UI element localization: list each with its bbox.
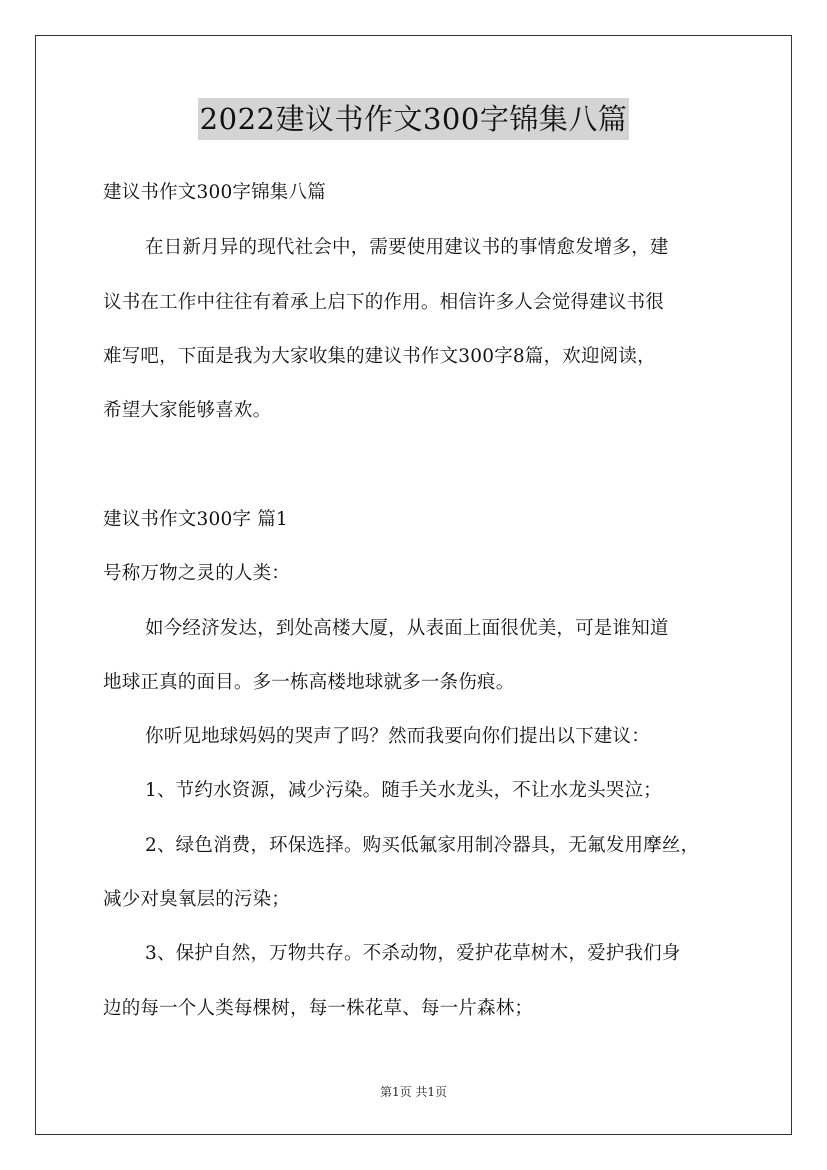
title-container (0, 98, 827, 140)
list-item-2: 2、绿色消费，环保选择。购买低氟家用制冷器具，无氟发用摩丝， (145, 835, 700, 856)
paragraph-line: 议书在工作中往往有着承上启下的作用。相信许多人会觉得建议书很 (103, 292, 665, 313)
paragraph-line: 难写吧，下面是我为大家收集的建议书作文300字8篇，欢迎阅读， (103, 346, 656, 367)
paragraph-line: 希望大家能够喜欢。 (103, 400, 272, 421)
list-item-1: 1、节约水资源，减少污染。随手关水龙头，不让水龙头哭泣； (145, 780, 662, 801)
paragraph-line: 你听见地球妈妈的哭声了吗？然而我要向你们提出以下建议： (145, 726, 650, 747)
list-item-3-continued: 边的每一个人类每棵树，每一株花草、每一片森林； (103, 998, 534, 1019)
list-item-2-continued: 减少对臭氧层的污染； (103, 889, 291, 910)
paragraph-line: 地球正真的面目。多一栋高楼地球就多一条伤痕。 (103, 672, 515, 693)
section-heading: 建议书作文300字 篇1 (103, 509, 288, 530)
list-item-3: 3、保护自然，万物共存。不杀动物，爱护花草树木，爱护我们身 (145, 943, 681, 964)
paragraph-line: 在日新月异的现代社会中，需要使用建议书的事情愈发增多，建 (145, 237, 669, 258)
paragraph-line: 如今经济发达，到处高楼大厦，从表面上面很优美，可是谁知道 (145, 618, 669, 639)
page-number-footer: 第1页 共1页 (379, 1085, 448, 1099)
subtitle-line: 建议书作文300字锦集八篇 (103, 182, 326, 203)
salutation-line: 号称万物之灵的人类： (103, 563, 291, 584)
document-title: 2022建议书作文300字锦集八篇 (198, 98, 630, 140)
